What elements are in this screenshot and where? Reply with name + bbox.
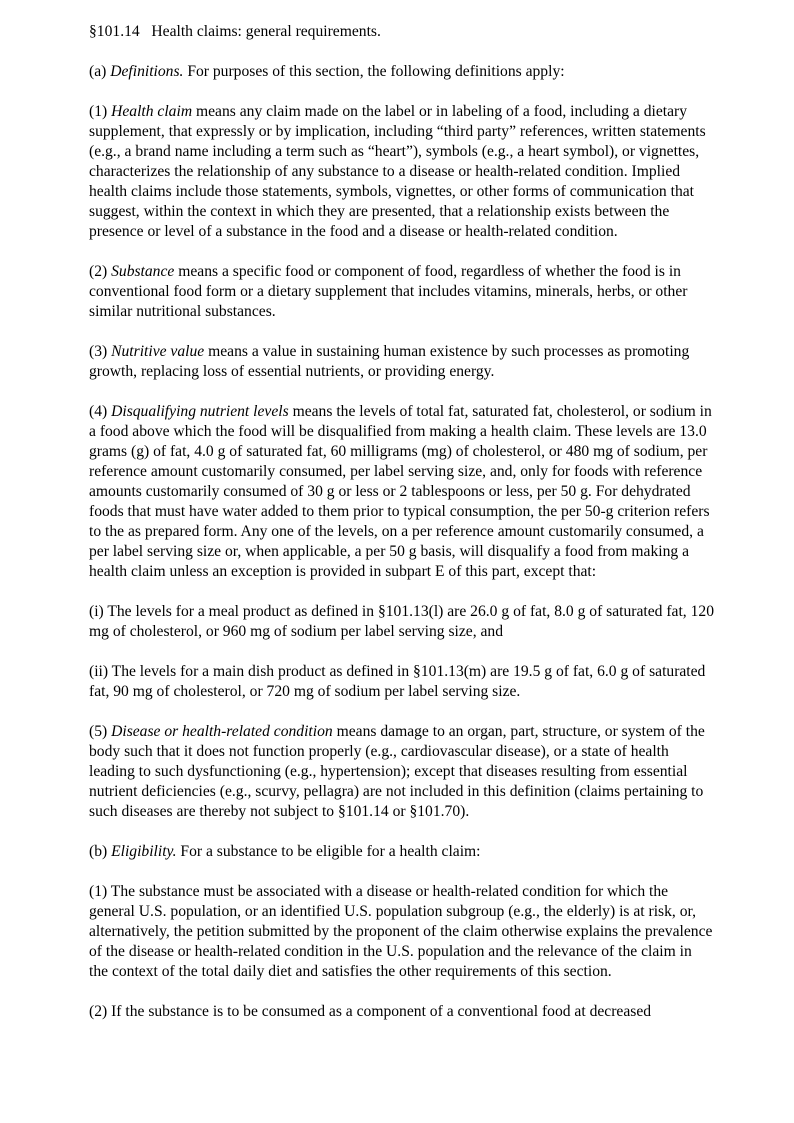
paragraph-a1-health-claim bbox=[89, 102, 714, 242]
paragraph-text: means a value in sustaining human existence by such processes as promoting growth, replacing loss of essential nutrients, or providing energy. bbox=[89, 343, 690, 380]
defined-term: Definitions. bbox=[110, 63, 184, 80]
paragraph-label: (3) bbox=[89, 343, 108, 360]
defined-term: Disease or health-related condition bbox=[111, 723, 333, 740]
defined-term: Health claim bbox=[111, 103, 193, 120]
paragraph-label: (1) bbox=[89, 103, 108, 120]
defined-term: Nutritive value bbox=[111, 343, 205, 360]
paragraph-a4-ii-main-dish: (ii) The levels for a main dish product as defined in §101.13(m) are 19.5 g of fat, 6.0 g of saturated fat, 90 mg of cholesterol, or 720 mg of sodium per label serving size. bbox=[89, 663, 706, 700]
defined-term: Disqualifying nutrient levels bbox=[111, 403, 289, 420]
paragraph-label: (2) bbox=[89, 263, 108, 280]
section-title: Health claims: general requirements. bbox=[151, 23, 381, 40]
paragraph-label: (b) bbox=[89, 843, 108, 860]
paragraph-a2-substance bbox=[89, 262, 714, 322]
paragraph-a4-disqualifying-levels bbox=[89, 402, 714, 582]
paragraph-text: means a specific food or component of food, regardless of whether the food is in conventional food form or a dietary supplement that includes vitamins, minerals, herbs, or other similar nutritional substances. bbox=[89, 263, 688, 320]
section-number: §101.14 bbox=[89, 23, 140, 40]
paragraph-text: means damage to an organ, part, structure, or system of the body such that it does not function properly (e.g., cardiovascular disease), or a state of health leading to such dysfunctioning (e.g., hypertension); except that diseases resulting from essential nutrient deficiencies (e.g., scurvy, pellagra) are not included in this definition (claims pertaining to such diseases are thereby not subject to §101.14 or §101.70). bbox=[89, 723, 705, 820]
paragraph-text: For a substance to be eligible for a health claim: bbox=[180, 843, 481, 860]
paragraph-b2: (2) If the substance is to be consumed as a component of a conventional food at decreased bbox=[89, 1003, 652, 1020]
regulation-document bbox=[89, 22, 714, 1022]
defined-term: Eligibility. bbox=[111, 843, 177, 860]
paragraph-text: means the levels of total fat, saturated fat, cholesterol, or sodium in a food above which the food will be disqualified from making a health claim. These levels are 13.0 grams (g) of fat, 4.0 g of saturated fat, 60 milligrams (mg) of cholesterol, or 480 mg of sodium, per reference amount customarily consumed, per label serving size, and, only for foods with reference amounts customarily consumed of 30 g or less or 2 tablespoons or less, per 50 g. For dehydrated foods that must have water added to them prior to typical consumption, the per 50-g criterion refers to the as prepared form. Any one of the levels, on a per reference amount customarily consumed, a per label serving size or, when applicable, a per 50 g basis, will disqualify a food from making a health claim unless an exception is provided in subpart E of this part, except that: bbox=[89, 403, 712, 580]
paragraph-label: (5) bbox=[89, 723, 108, 740]
paragraph-a5-disease bbox=[89, 722, 714, 822]
paragraph-text: For purposes of this section, the following definitions apply: bbox=[187, 63, 565, 80]
paragraph-text: means any claim made on the label or in labeling of a food, including a dietary supplement, that expressly or by implication, including “third party” references, written statements (e.g., a brand name including a term such as “heart”), symbols (e.g., a heart symbol), or vignettes, characterizes the relationship of any substance to a disease or health-related condition. Implied health claims include those statements, symbols, vignettes, or other forms of communication that suggest, within the context in which they are presented, that a relationship exists between the presence or level of a substance in the food and a disease or health-related condition. bbox=[89, 103, 706, 240]
section-heading bbox=[89, 22, 714, 42]
paragraph-a4-i-meal-product: (i) The levels for a meal product as defined in §101.13(l) are 26.0 g of fat, 8.0 g of saturated fat, 120 mg of cholesterol, or 960 mg of sodium per label serving size, and bbox=[89, 603, 714, 640]
paragraph-label: (4) bbox=[89, 403, 108, 420]
defined-term: Substance bbox=[111, 263, 175, 280]
paragraph-label: (a) bbox=[89, 63, 107, 80]
paragraph-b1: (1) The substance must be associated with a disease or health-related condition for which the general U.S. population, or an identified U.S. population subgroup (e.g., the elderly) is at risk, or, alternatively, the petition submitted by the proponent of the claim otherwise explains the prevalence of the disease or health-related condition in the U.S. population and the relevance of the claim in the context of the total daily diet and satisfies the other requirements of this section. bbox=[89, 883, 713, 980]
paragraph-a-definitions bbox=[89, 62, 714, 82]
paragraph-b-eligibility bbox=[89, 842, 714, 862]
paragraph-a3-nutritive-value bbox=[89, 342, 714, 382]
